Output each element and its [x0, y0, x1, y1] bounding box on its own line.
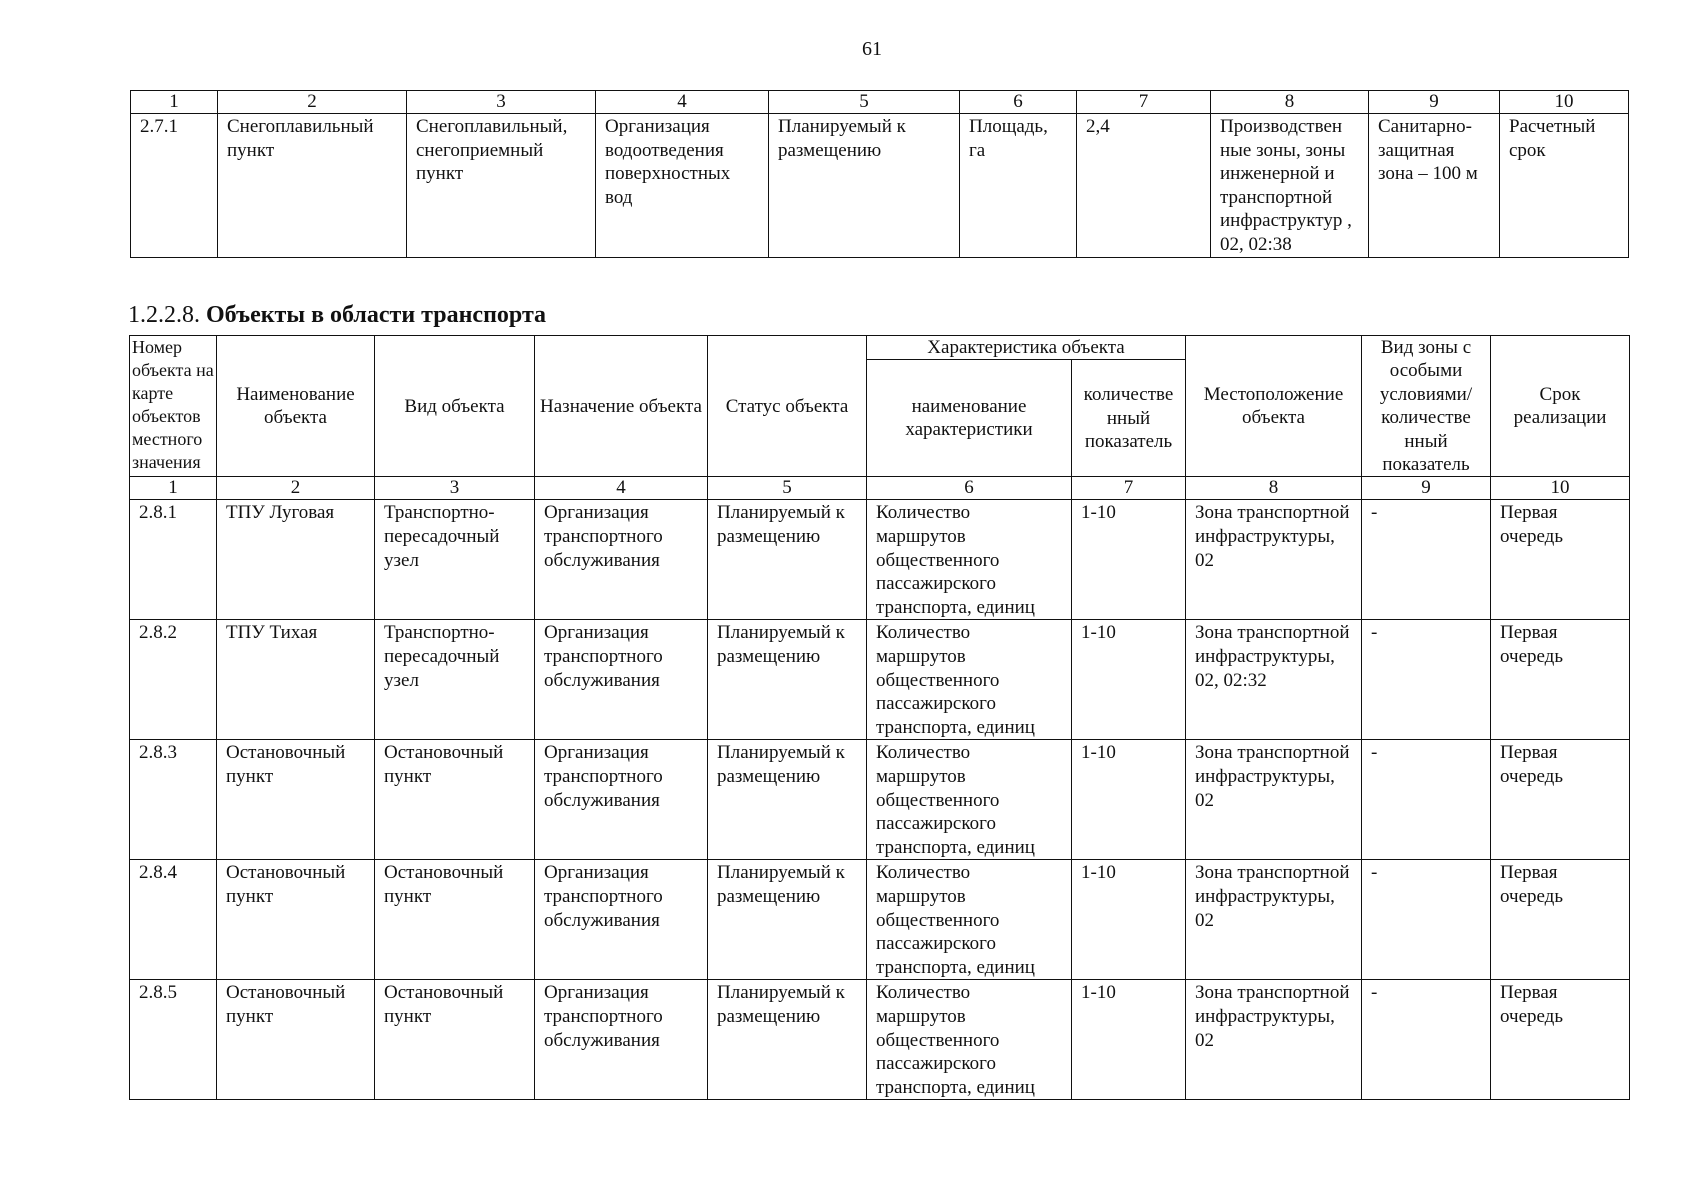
cell-purpose: Организация транспортного обслуживания — [535, 620, 708, 740]
section-title: Объекты в области транспорта — [206, 302, 547, 328]
col-number: 9 — [1369, 91, 1500, 114]
cell-status: Планируемый к размещению — [708, 620, 867, 740]
col-number: 8 — [1186, 477, 1362, 500]
cell-purpose: Организация водоотведения поверхностных вод — [596, 114, 769, 258]
transport-objects-table — [129, 335, 1630, 1100]
cell-purpose: Организация транспортного обслуживания — [535, 740, 708, 860]
col-number: 10 — [1500, 91, 1629, 114]
table-row — [130, 620, 1630, 740]
page-number: 61 — [862, 38, 882, 60]
cell-number: 2.7.1 — [131, 114, 218, 258]
cell-status: Планируемый к размещению — [769, 114, 960, 258]
cell-char-name: Количество маршрутов общественного пассажирского транспорта, единиц — [867, 620, 1072, 740]
column-number-row — [130, 477, 1630, 500]
col-number: 7 — [1072, 477, 1186, 500]
cell-number: 2.8.2 — [130, 620, 217, 740]
col-number: 5 — [769, 91, 960, 114]
cell-purpose: Организация транспортного обслуживания — [535, 500, 708, 620]
table-row — [130, 980, 1630, 1100]
cell-location: Зона транспортной инфраструктуры, 02 — [1186, 860, 1362, 980]
cell-name: ТПУ Тихая — [217, 620, 375, 740]
cell-name: ТПУ Луговая — [217, 500, 375, 620]
section-number: 1.2.2.8. — [128, 302, 200, 328]
cell-value: 2,4 — [1077, 114, 1211, 258]
cell-type: Транспортно-пересадочный узел — [375, 500, 535, 620]
col-number: 2 — [218, 91, 407, 114]
cell-char-value: 1-10 — [1072, 860, 1186, 980]
col-number: 9 — [1362, 477, 1491, 500]
header-location: Местоположение объекта — [1186, 336, 1362, 477]
cell-zone: - — [1362, 620, 1491, 740]
cell-zone: - — [1362, 500, 1491, 620]
cell-term: Первая очередь — [1491, 620, 1630, 740]
cell-zone: - — [1362, 980, 1491, 1100]
column-number-row — [131, 91, 1629, 114]
cell-char-value: 1-10 — [1072, 980, 1186, 1100]
header-type: Вид объекта — [375, 336, 535, 477]
header-status: Статус объекта — [708, 336, 867, 477]
cell-type: Остановочный пункт — [375, 740, 535, 860]
table-row — [130, 860, 1630, 980]
header-name: Наименование объекта — [217, 336, 375, 477]
cell-zone: - — [1362, 740, 1491, 860]
table-row — [130, 740, 1630, 860]
col-number: 7 — [1077, 91, 1211, 114]
cell-term: Расчетный срок — [1500, 114, 1629, 258]
col-number: 1 — [130, 477, 217, 500]
cell-status: Планируемый к размещению — [708, 860, 867, 980]
col-number: 4 — [535, 477, 708, 500]
col-number: 10 — [1491, 477, 1630, 500]
table-row — [131, 114, 1629, 258]
section-heading — [128, 302, 546, 329]
cell-location: Зона транспортной инфраструктуры, 02 — [1186, 740, 1362, 860]
cell-location: Производствен ные зоны, зоны инженерной и транспортной инфраструктур , 02, 02:38 — [1211, 114, 1369, 258]
cell-term: Первая очередь — [1491, 980, 1630, 1100]
cell-char-name: Количество маршрутов общественного пассажирского транспорта, единиц — [867, 860, 1072, 980]
header-purpose: Назначение объекта — [535, 336, 708, 477]
col-number: 4 — [596, 91, 769, 114]
col-number: 5 — [708, 477, 867, 500]
cell-char-value: 1-10 — [1072, 620, 1186, 740]
cell-type: Транспортно-пересадочный узел — [375, 620, 535, 740]
cell-type: Остановочный пункт — [375, 860, 535, 980]
col-number: 2 — [217, 477, 375, 500]
cell-purpose: Организация транспортного обслуживания — [535, 860, 708, 980]
cell-location: Зона транспортной инфраструктуры, 02 — [1186, 500, 1362, 620]
cell-number: 2.8.1 — [130, 500, 217, 620]
cell-number: 2.8.5 — [130, 980, 217, 1100]
col-number: 6 — [960, 91, 1077, 114]
cell-number: 2.8.3 — [130, 740, 217, 860]
cell-char-value: 1-10 — [1072, 500, 1186, 620]
cell-type: Снегоплавильный, снегоприемный пункт — [407, 114, 596, 258]
col-number: 8 — [1211, 91, 1369, 114]
cell-zone: Санитарно-защитная зона – 100 м — [1369, 114, 1500, 258]
cell-purpose: Организация транспортного обслуживания — [535, 980, 708, 1100]
header-row — [130, 336, 1630, 360]
cell-characteristic: Площадь, га — [960, 114, 1077, 258]
cell-char-value: 1-10 — [1072, 740, 1186, 860]
col-number: 3 — [375, 477, 535, 500]
snow-melting-table — [130, 90, 1629, 258]
cell-location: Зона транспортной инфраструктуры, 02 — [1186, 980, 1362, 1100]
cell-status: Планируемый к размещению — [708, 980, 867, 1100]
col-number: 1 — [131, 91, 218, 114]
table-row — [130, 500, 1630, 620]
cell-name: Остановочный пункт — [217, 980, 375, 1100]
cell-status: Планируемый к размещению — [708, 740, 867, 860]
col-number: 6 — [867, 477, 1072, 500]
header-term: Срок реализации — [1491, 336, 1630, 477]
cell-type: Остановочный пункт — [375, 980, 535, 1100]
cell-term: Первая очередь — [1491, 500, 1630, 620]
col-number: 3 — [407, 91, 596, 114]
header-char-name: наименование характеристики — [867, 360, 1072, 477]
header-characteristic: Характеристика объекта — [867, 336, 1186, 360]
cell-term: Первая очередь — [1491, 860, 1630, 980]
header-zone: Вид зоны с особыми условиями/ количестве нный показатель — [1362, 336, 1491, 477]
cell-name: Остановочный пункт — [217, 740, 375, 860]
header-number: Номер объекта на карте объектов местного значения — [130, 336, 217, 477]
cell-char-name: Количество маршрутов общественного пассажирского транспорта, единиц — [867, 980, 1072, 1100]
header-char-value: количестве нный показатель — [1072, 360, 1186, 477]
cell-location: Зона транспортной инфраструктуры, 02, 02:32 — [1186, 620, 1362, 740]
cell-term: Первая очередь — [1491, 740, 1630, 860]
cell-name: Снегоплавильный пункт — [218, 114, 407, 258]
cell-char-name: Количество маршрутов общественного пассажирского транспорта, единиц — [867, 500, 1072, 620]
cell-name: Остановочный пункт — [217, 860, 375, 980]
cell-char-name: Количество маршрутов общественного пассажирского транспорта, единиц — [867, 740, 1072, 860]
cell-status: Планируемый к размещению — [708, 500, 867, 620]
cell-number: 2.8.4 — [130, 860, 217, 980]
cell-zone: - — [1362, 860, 1491, 980]
